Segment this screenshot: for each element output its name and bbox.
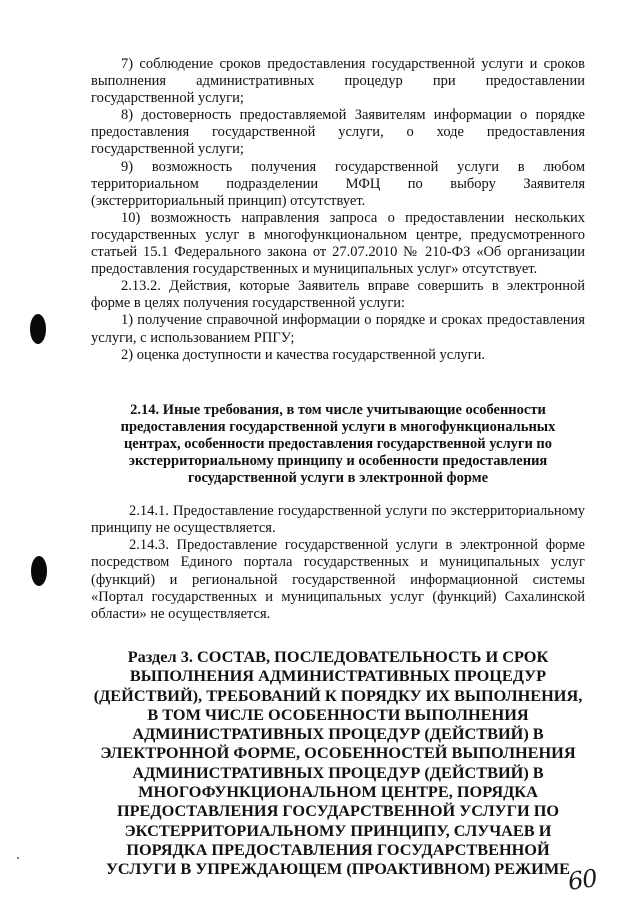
section-2-13-2-item-1: 1) получение справочной информации о порядке и сроках предоставления услуги, с использованием РПГУ;	[91, 312, 585, 346]
paragraph-2-14-3: 2.14.3. Предоставление государственной услуги в электронной форме посредством Единого портала государственных и муниципальных услуг (функций) и региональной государственной информационной системы «Портал государственных и муниципальных услуг (функций) Сахалинской области» не осуществляется.	[91, 537, 585, 622]
handwritten-page-number: 60	[566, 864, 599, 896]
section-2-13-2-intro: 2.13.2. Действия, которые Заявитель вправе совершить в электронной форме в целях получения государственной услуги:	[91, 278, 585, 312]
section-2-13-2-item-2: 2) оценка доступности и качества государственной услуги.	[121, 346, 486, 363]
punch-hole-upper	[30, 314, 46, 344]
item-10: 10) возможность направления запроса о предоставлении нескольких государственных услуг в многофункциональном центре, предусмотренного статьей 15.1 Федерального закона от 27.07.2010 № 210-ФЗ «Об организации предоставления государственных и муниципальных услуг» отсутствует.	[91, 209, 585, 278]
section-3-title: Раздел 3. СОСТАВ, ПОСЛЕДОВАТЕЛЬНОСТЬ И СРОК ВЫПОЛНЕНИЯ АДМИНИСТРАТИВНЫХ ПРОЦЕДУР (ДЕЙСТВИЙ), ТРЕБОВАНИЙ К ПОРЯДКУ ИХ ВЫПОЛНЕНИЯ, В ТОМ ЧИСЛЕ ОСОБЕННОСТИ ВЫПОЛНЕНИЯ АДМИНИСТРАТИВНЫХ ПРОЦЕДУР (ДЕЙСТВИЙ) В ЭЛЕКТРОННОЙ ФОРМЕ, ОСОБЕННОСТЕЙ ВЫПОЛНЕНИЯ АДМИНИСТРАТИВНЫХ ПРОЦЕДУР (ДЕЙСТВИЙ) В МНОГОФУНКЦИОНАЛЬНОМ ЦЕНТРЕ, ПОРЯДКА ПРЕДОСТАВЛЕНИЯ ГОСУДАРСТВЕННОЙ УСЛУГИ ПО ЭКСТЕРРИТОРИАЛЬНОМУ ПРИНЦИПУ, СЛУЧАЕВ И ПОРЯДКА ПРЕДОСТАВЛЕНИЯ ГОСУДАРСТВЕННОЙ УСЛУГИ В УПРЕЖДАЮЩЕМ (ПРОАКТИВНОМ) РЕЖИМЕ	[93, 647, 583, 879]
document-body	[91, 56, 585, 623]
item-9: 9) возможность получения государственной услуги в любом территориальном подразделении МФЦ по выбору Заявителя (экстерриториальный принцип) отсутствует.	[91, 158, 585, 209]
punch-hole-lower	[31, 556, 47, 586]
item-7: 7) соблюдение сроков предоставления государственной услуги и сроков выполнения административных процедур при предоставлении государственной услуги;	[91, 56, 585, 107]
paragraph-2-14-1: 2.14.1. Предоставление государственной услуги по экстерриториальному принципу не осуществляется.	[91, 503, 585, 537]
item-8: 8) достоверность предоставляемой Заявителям информации о порядке предоставления государственной услуги, о ходе предоставления государственной услуги;	[91, 107, 585, 158]
scan-speck	[17, 857, 19, 859]
section-2-14-heading: 2.14. Иные требования, в том числе учитывающие особенности предоставления государственной услуги в многофункциональных центрах, особенности предоставления государственной услуги по экстерриториальному принципу и особенности предоставления государственной услуги в электронной форме	[120, 401, 556, 487]
